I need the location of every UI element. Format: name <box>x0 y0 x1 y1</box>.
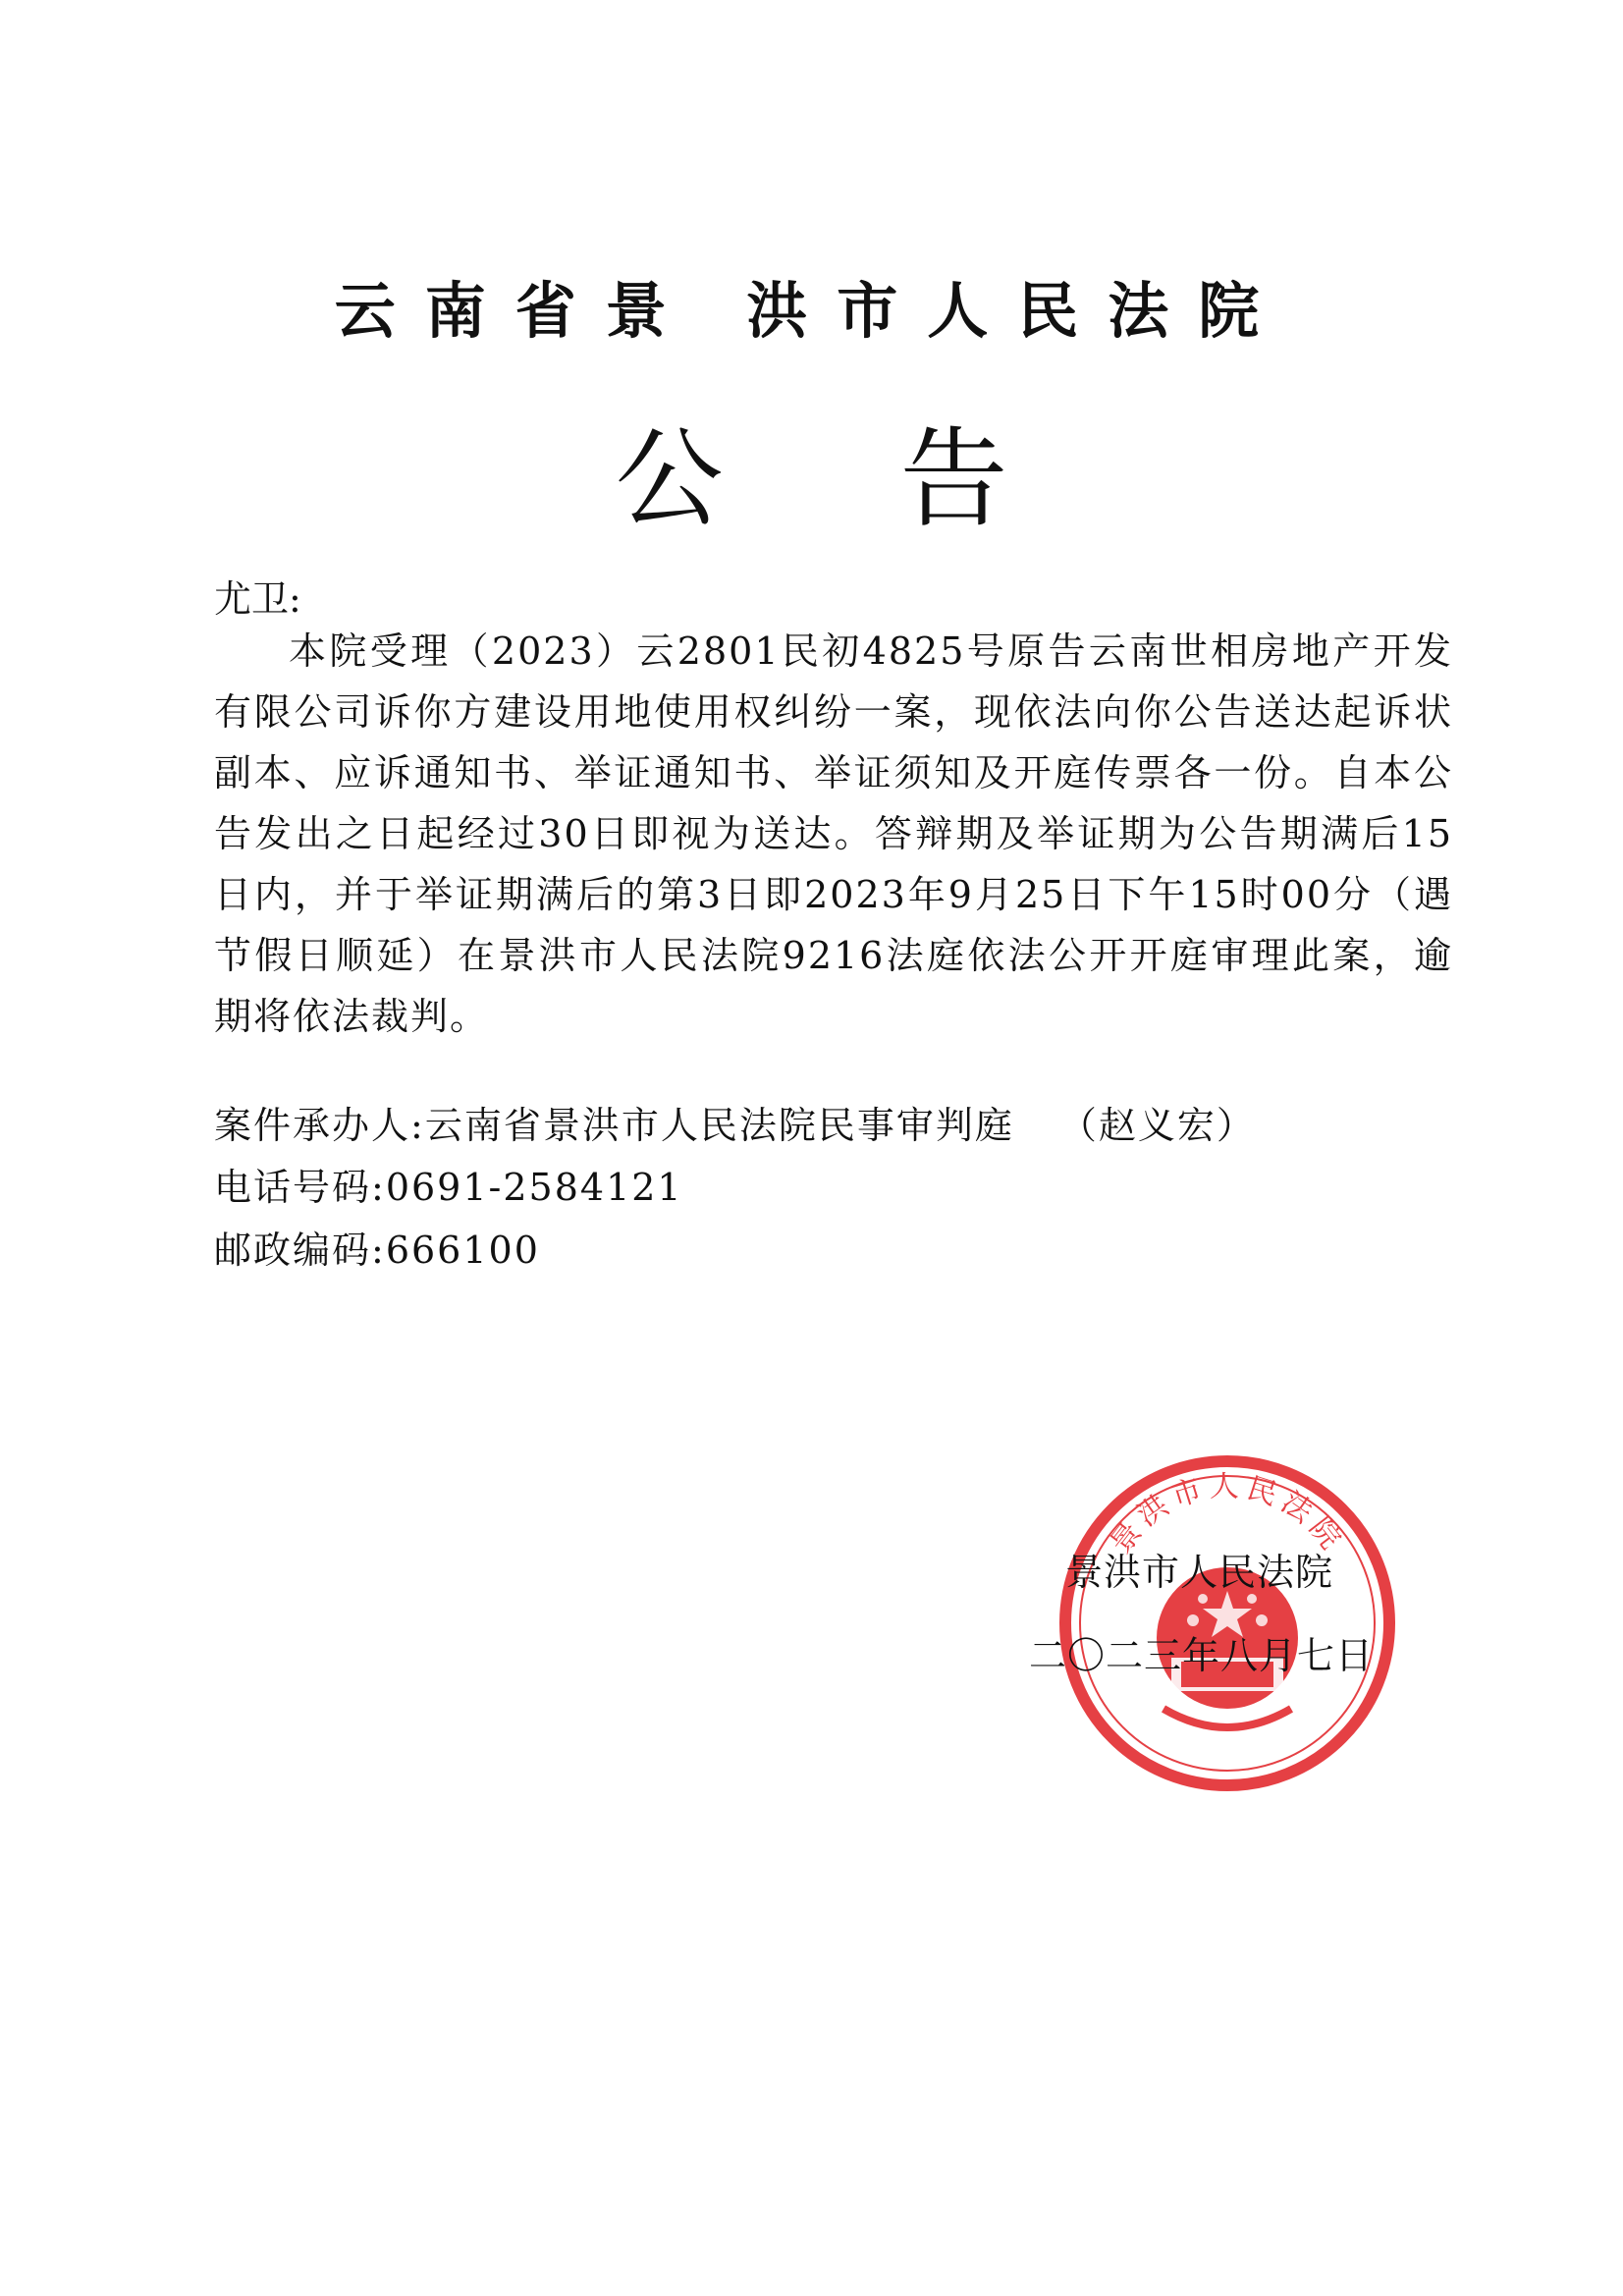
signature-date: 二〇二三年八月七日 <box>1029 1634 1375 1677</box>
notice-paragraph: 本院受理（2023）云2801民初4825号原告云南世相房地产开发有限公司诉你方建设用地使用权纠纷一案，现依法向你公告送达起诉状副本、应诉通知书、举证通知书、举证须知及开庭传票各一份。自本公告发出之日起经过30日即视为送达。答辩期及举证期为公告期满后15日内，并于举证期满后的第3日即2023年9月25日下午15时00分（遇节假日顺延）在景洪市人民法院9216法庭依法公开开庭审理此案，逾期将依法裁判。 <box>214 629 1453 1038</box>
svg-text:景洪市人民法院: 景洪市人民法院 <box>1104 1469 1351 1560</box>
phone-value: 0691-2584121 <box>385 1166 683 1209</box>
court-name-heading: 云南省景 洪市人民法院 <box>334 275 1289 347</box>
case-handler-value: 云南省景洪市人民法院民事审判庭 <box>424 1104 1014 1147</box>
case-handler-line <box>214 1095 1453 1156</box>
signature-court: 景洪市人民法院 <box>1065 1551 1334 1594</box>
notice-title: 公告 <box>615 416 1185 542</box>
court-seal-icon <box>1055 1451 1399 1795</box>
case-handler-name: （赵义宏） <box>1058 1104 1256 1147</box>
case-handler-label: 案件承办人: <box>214 1104 425 1147</box>
postal-code-value: 666100 <box>385 1229 540 1272</box>
phone-label: 电话号码: <box>214 1166 386 1209</box>
phone-line <box>214 1157 1453 1218</box>
postal-code-line <box>214 1220 1453 1281</box>
postal-code-label: 邮政编码: <box>214 1229 386 1272</box>
addressee: 尤卫: <box>214 577 301 621</box>
